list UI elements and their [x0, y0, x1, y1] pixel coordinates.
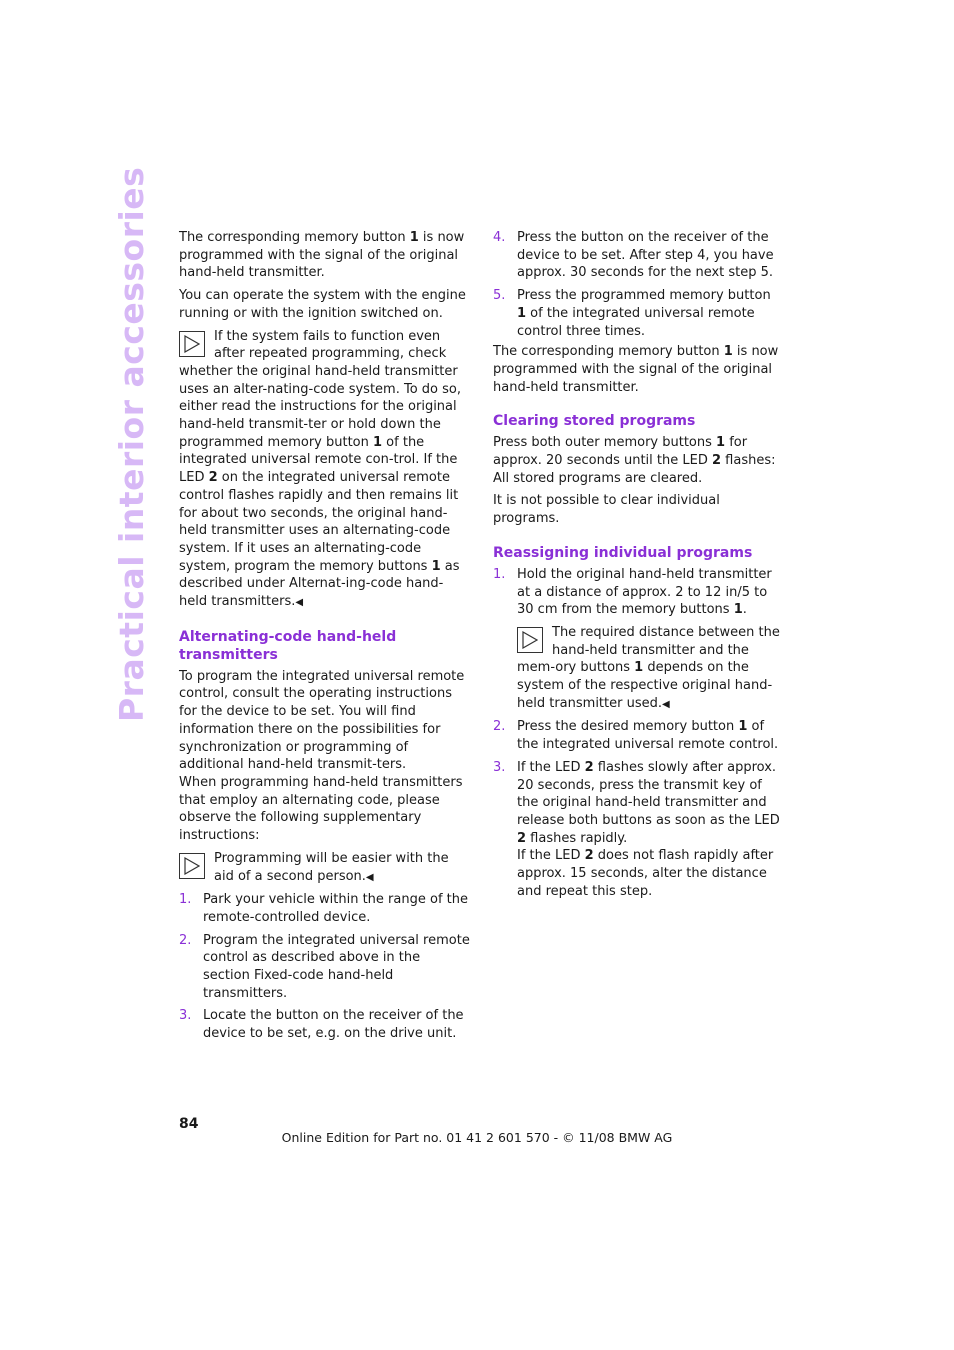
section-heading: Alternating-code hand-held transmitters — [179, 628, 397, 663]
list-item — [179, 891, 471, 926]
step-text: Press the programmed memory button 1 of the integrated universal remote control three times. — [517, 288, 771, 339]
page-number: 84 — [179, 1116, 199, 1132]
step-number: 1. — [493, 566, 506, 582]
list-item — [179, 932, 471, 1003]
list-item — [493, 718, 783, 753]
note-arrow-icon — [179, 331, 205, 357]
paragraph: When programming hand-held transmitters that employ an alternating code, please observe the following supplementary instructions: — [179, 774, 463, 844]
list-item — [493, 566, 783, 714]
end-mark-icon: ◀ — [365, 871, 374, 883]
note-block: The required distance between the hand-held transmitter and the mem-ory buttons 1 depends on the system of the respective original hand-held transmitter used.◀ — [517, 624, 780, 711]
step-number: 3. — [493, 759, 506, 775]
step-text: Program the integrated universal remote control as described above in the section Fixed-code hand-held transmitters. — [203, 932, 470, 1001]
step-text: Press the desired memory button 1 of the integrated universal remote control. — [517, 719, 779, 753]
step-number: 3. — [179, 1008, 192, 1024]
step-text: Hold the original hand-held transmitter at a distance of approx. 2 to 12 in/5 to 30 cm from the memory buttons 1. The required distance between the hand-held transmitter and the mem-ory buttons 1 depends on the system of the respective original hand-held transmitter used.◀ — [517, 566, 783, 714]
section-heading: Clearing stored programs — [493, 413, 696, 430]
note-block: If the system fails to function even after repeated programming, check whether the original hand-held transmitter uses an alter-nating-code system. To do so, either read the instructions for the original hand-held transmit-ter or hold down the programmed memory button 1 of the integrated universal remote con-trol. If the LED 2 on the integrated universal remote control flashes rapidly and then remains lit for about two seconds, the original hand-held transmitter uses an alternating-code system. If it uses an alternating-code system, program the memory buttons 1 as described under Alternat-ing-code hand-held transmitters.◀ — [179, 328, 461, 610]
chapter-side-title: Practical interior accessories — [112, 166, 151, 722]
left-column — [179, 229, 471, 1048]
paragraph: It is not possible to clear individual programs. — [493, 493, 720, 527]
step-number: 4. — [493, 230, 506, 245]
note-arrow-icon — [517, 627, 543, 653]
end-mark-icon: ◀ — [662, 698, 670, 710]
end-mark-icon: ◀ — [295, 597, 304, 609]
step-number: 2. — [493, 719, 506, 735]
footer-text: Online Edition for Part no. 01 41 2 601 570 - © 11/08 BMW AG — [281, 1130, 673, 1145]
note-block: Programming will be easier with the aid of a second person.◀ — [179, 850, 471, 886]
step-number: 2. — [179, 932, 192, 948]
list-item — [493, 287, 783, 340]
paragraph: You can operate the system with the engine running or with the ignition switched on. — [179, 288, 466, 321]
step-text: If the LED 2 flashes slowly after approx. 20 seconds, press the transmit key of the original hand-held transmitter and release both buttons as soon as the LED 2 flashes rapidly. If the LED 2 does not flash rapidly after approx. 15 seconds, alter the distance and repeat this step. — [517, 759, 780, 899]
step-text: Locate the button on the receiver of the device to be set, e.g. on the drive unit. — [203, 1008, 464, 1042]
list-item — [493, 759, 783, 901]
list-item — [493, 229, 783, 282]
step-number: 5. — [493, 288, 506, 304]
note-arrow-icon — [179, 853, 205, 879]
step-text: Press the button on the receiver of the device to be set. After step 4, you have approx. 30 seconds for the next step 5. — [517, 230, 774, 281]
paragraph: Press both outer memory buttons 1 for approx. 20 seconds until the LED 2 flashes: All stored programs are cleared. — [493, 435, 776, 486]
step-number: 1. — [179, 892, 192, 908]
section-heading: Reassigning individual programs — [493, 544, 753, 561]
paragraph: The corresponding memory button 1 is now programmed with the signal of the original hand-held transmitter. — [493, 344, 779, 395]
paragraph: To program the integrated universal remote control, consult the operating instructions for the device to be set. You will find information there on the possibilities for synchronization or programming of additional hand-held transmit-ters. — [179, 668, 465, 773]
step-text: Park your vehicle within the range of the remote-controlled device. — [203, 892, 468, 925]
paragraph: The corresponding memory button 1 is now programmed with the signal of the original hand-held transmitter. — [179, 230, 465, 281]
right-column — [493, 229, 783, 906]
list-item — [179, 1007, 471, 1042]
